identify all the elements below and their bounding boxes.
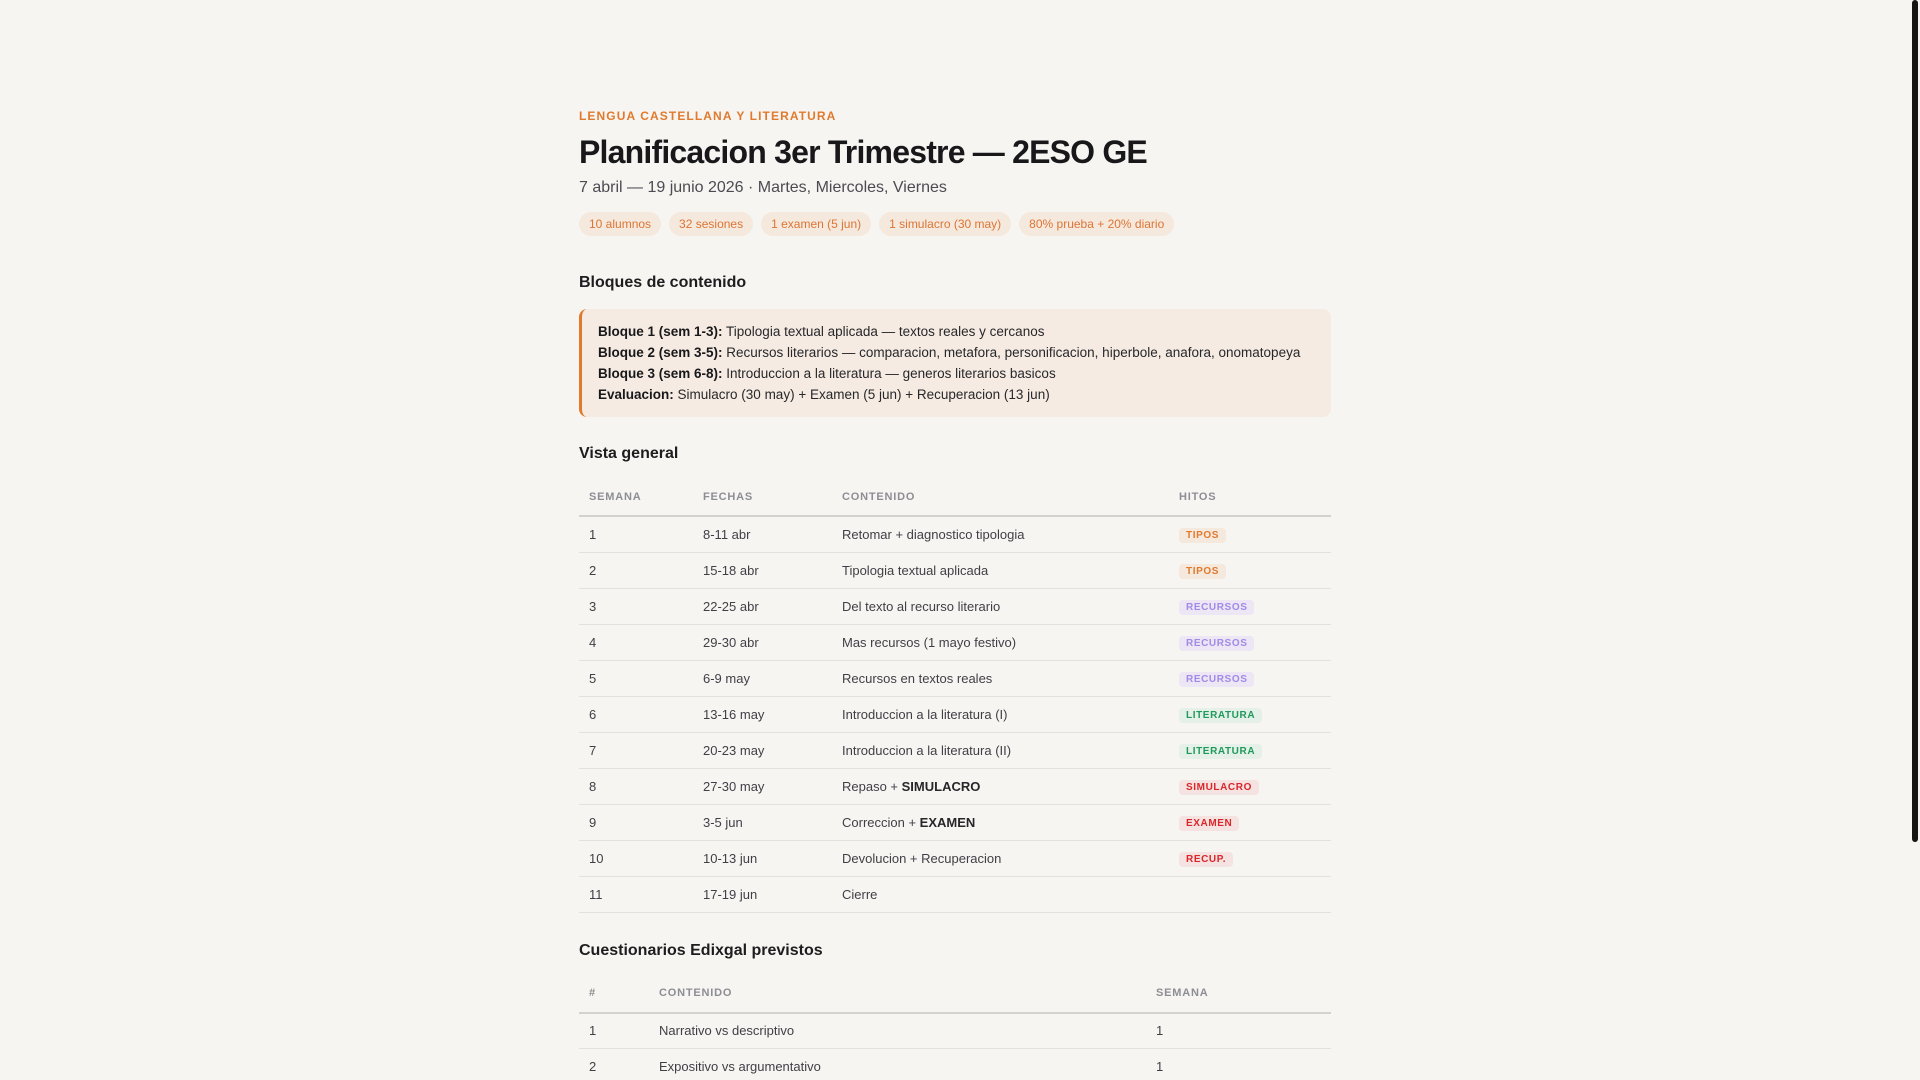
planning-page: [579, 108, 1331, 1080]
summary-pills: [579, 212, 1331, 236]
column-header-contenido: CONTENIDO: [649, 975, 1146, 1013]
table-row: [579, 552, 1331, 588]
cell-hitos: [1169, 660, 1331, 696]
cell-num: 1: [579, 1013, 649, 1049]
table-row: [579, 804, 1331, 840]
cell-contenido-text: Correccion +: [842, 814, 920, 830]
cell-semana: 10: [579, 840, 693, 876]
cell-semana: 6: [579, 696, 693, 732]
cell-contenido: Narrativo vs descriptivo: [649, 1013, 1146, 1049]
cell-contenido: [832, 516, 1169, 552]
cell-fechas: 10-13 jun: [693, 840, 832, 876]
cell-fechas: 15-18 abr: [693, 552, 832, 588]
cell-contenido-text: Retomar + diagnostico tipologia: [842, 526, 1025, 542]
column-header-num: #: [579, 975, 649, 1013]
milestone-badge: SIMULACRO: [1179, 780, 1259, 795]
cell-contenido: Expositivo vs argumentativo: [649, 1049, 1146, 1080]
cell-contenido-text: Repaso +: [842, 778, 902, 794]
cell-fechas: 22-25 abr: [693, 588, 832, 624]
cell-contenido: [832, 660, 1169, 696]
column-header-semana: SEMANA: [1146, 975, 1331, 1013]
table-header-row: [579, 975, 1331, 1013]
cell-fechas: 27-30 may: [693, 768, 832, 804]
milestone-badge: TIPOS: [1179, 564, 1226, 579]
cell-semana: 5: [579, 660, 693, 696]
section-title-vista-general: Vista general: [579, 445, 679, 462]
column-header-contenido: CONTENIDO: [832, 478, 1169, 516]
cell-semana: 1: [1146, 1049, 1331, 1080]
cell-fechas: 20-23 may: [693, 732, 832, 768]
cell-contenido-text: Introduccion a la literatura (I): [842, 706, 1008, 722]
cell-contenido-highlight: SIMULACRO: [901, 778, 981, 794]
pill-sesiones: 32 sesiones: [669, 212, 753, 236]
cell-fechas: 3-5 jun: [693, 804, 832, 840]
bloque-label: Bloque 1 (sem 1-3):: [598, 324, 723, 339]
vista-general-table: [579, 478, 1331, 913]
cell-contenido: [832, 804, 1169, 840]
cell-contenido-text: Del texto al recurso literario: [842, 598, 1001, 614]
table-row: [579, 840, 1331, 876]
column-header-fechas: FECHAS: [693, 478, 832, 516]
milestone-badge: RECURSOS: [1179, 672, 1254, 687]
milestone-badge: EXAMEN: [1179, 816, 1239, 831]
cell-contenido-text: Tipologia textual aplicada: [842, 562, 989, 578]
bloque-item: [598, 384, 1315, 405]
cell-hitos: [1169, 516, 1331, 552]
table-row: [579, 876, 1331, 912]
cell-semana: 7: [579, 732, 693, 768]
cell-hitos: [1169, 768, 1331, 804]
cell-fechas: 8-11 abr: [693, 516, 832, 552]
cuestionarios-table: [579, 975, 1331, 1080]
pill-evaluacion: 80% prueba + 20% diario: [1019, 212, 1174, 236]
milestone-badge: LITERATURA: [1179, 708, 1262, 723]
bloque-label: Evaluacion:: [598, 387, 674, 402]
subject-label: LENGUA CASTELLANA Y LITERATURA: [579, 109, 837, 123]
column-header-semana: SEMANA: [579, 478, 693, 516]
cell-hitos: [1169, 588, 1331, 624]
cell-fechas: 6-9 may: [693, 660, 832, 696]
column-header-hitos: HITOS: [1169, 478, 1331, 516]
cell-hitos: [1169, 624, 1331, 660]
table-row: [579, 732, 1331, 768]
bloques-callout: [579, 309, 1331, 417]
bloque-item: [598, 342, 1315, 363]
section-title-bloques: Bloques de contenido: [579, 274, 747, 291]
cell-hitos: [1169, 552, 1331, 588]
cell-semana: 1: [1146, 1013, 1331, 1049]
bloque-text: Introduccion a la literatura — generos literarios basicos: [722, 366, 1056, 381]
cell-semana: 9: [579, 804, 693, 840]
table-row: [579, 696, 1331, 732]
table-row: [579, 624, 1331, 660]
page-title: Planificacion 3er Trimestre — 2ESO GE: [579, 134, 1147, 170]
bloque-text: Recursos literarios — comparacion, metafora, personificacion, hiperbole, anafora, onomatopeya: [722, 345, 1301, 360]
cell-contenido-text: Devolucion + Recuperacion: [842, 850, 1002, 866]
table-row: [579, 1013, 1331, 1049]
table-row: [579, 1049, 1331, 1080]
bloque-item: [598, 363, 1315, 384]
cell-hitos: [1169, 840, 1331, 876]
cell-contenido: [832, 588, 1169, 624]
cell-hitos: [1169, 804, 1331, 840]
pill-simulacro: 1 simulacro (30 may): [879, 212, 1011, 236]
cell-semana: 4: [579, 624, 693, 660]
cell-semana: 2: [579, 552, 693, 588]
cell-fechas: 29-30 abr: [693, 624, 832, 660]
cell-semana: 1: [579, 516, 693, 552]
cell-hitos: [1169, 876, 1331, 912]
cell-semana: 11: [579, 876, 693, 912]
cell-contenido-text: Mas recursos (1 mayo festivo): [842, 634, 1017, 650]
cell-contenido: [832, 696, 1169, 732]
milestone-badge: RECUP.: [1179, 852, 1233, 867]
cell-contenido-text: Introduccion a la literatura (II): [842, 742, 1012, 758]
table-row: [579, 660, 1331, 696]
milestone-badge: RECURSOS: [1179, 600, 1254, 615]
date-range-subtitle: 7 abril — 19 junio 2026 · Martes, Miercoles, Viernes: [579, 179, 947, 196]
cell-contenido-text: Recursos en textos reales: [842, 670, 993, 686]
table-header-row: [579, 478, 1331, 516]
cell-semana: 8: [579, 768, 693, 804]
table-row: [579, 588, 1331, 624]
vertical-scrollbar[interactable]: [1912, 0, 1918, 842]
cell-hitos: [1169, 696, 1331, 732]
milestone-badge: TIPOS: [1179, 528, 1226, 543]
bloque-label: Bloque 3 (sem 6-8):: [598, 366, 723, 381]
cell-hitos: [1169, 732, 1331, 768]
cell-contenido: [832, 624, 1169, 660]
cell-contenido: [832, 768, 1169, 804]
cell-semana: 3: [579, 588, 693, 624]
bloque-label: Bloque 2 (sem 3-5):: [598, 345, 723, 360]
table-row: [579, 516, 1331, 552]
pill-examen: 1 examen (5 jun): [761, 212, 871, 236]
bloque-text: Tipologia textual aplicada — textos reales y cercanos: [722, 324, 1045, 339]
milestone-badge: LITERATURA: [1179, 744, 1262, 759]
cell-contenido: [832, 732, 1169, 768]
cell-fechas: 13-16 may: [693, 696, 832, 732]
milestone-badge: RECURSOS: [1179, 636, 1254, 651]
cell-contenido: [832, 840, 1169, 876]
bloque-item: [598, 321, 1315, 342]
cell-contenido-highlight: EXAMEN: [919, 814, 976, 830]
bloque-text: Simulacro (30 may) + Examen (5 jun) + Recuperacion (13 jun): [673, 387, 1050, 402]
cell-contenido: [832, 876, 1169, 912]
table-row: [579, 768, 1331, 804]
pill-alumnos: 10 alumnos: [579, 212, 661, 236]
section-title-cuestionarios: Cuestionarios Edixgal previstos: [579, 941, 823, 959]
cell-contenido: [832, 552, 1169, 588]
cell-contenido-text: Cierre: [842, 886, 878, 902]
cell-num: 2: [579, 1049, 649, 1080]
cell-fechas: 17-19 jun: [693, 876, 832, 912]
